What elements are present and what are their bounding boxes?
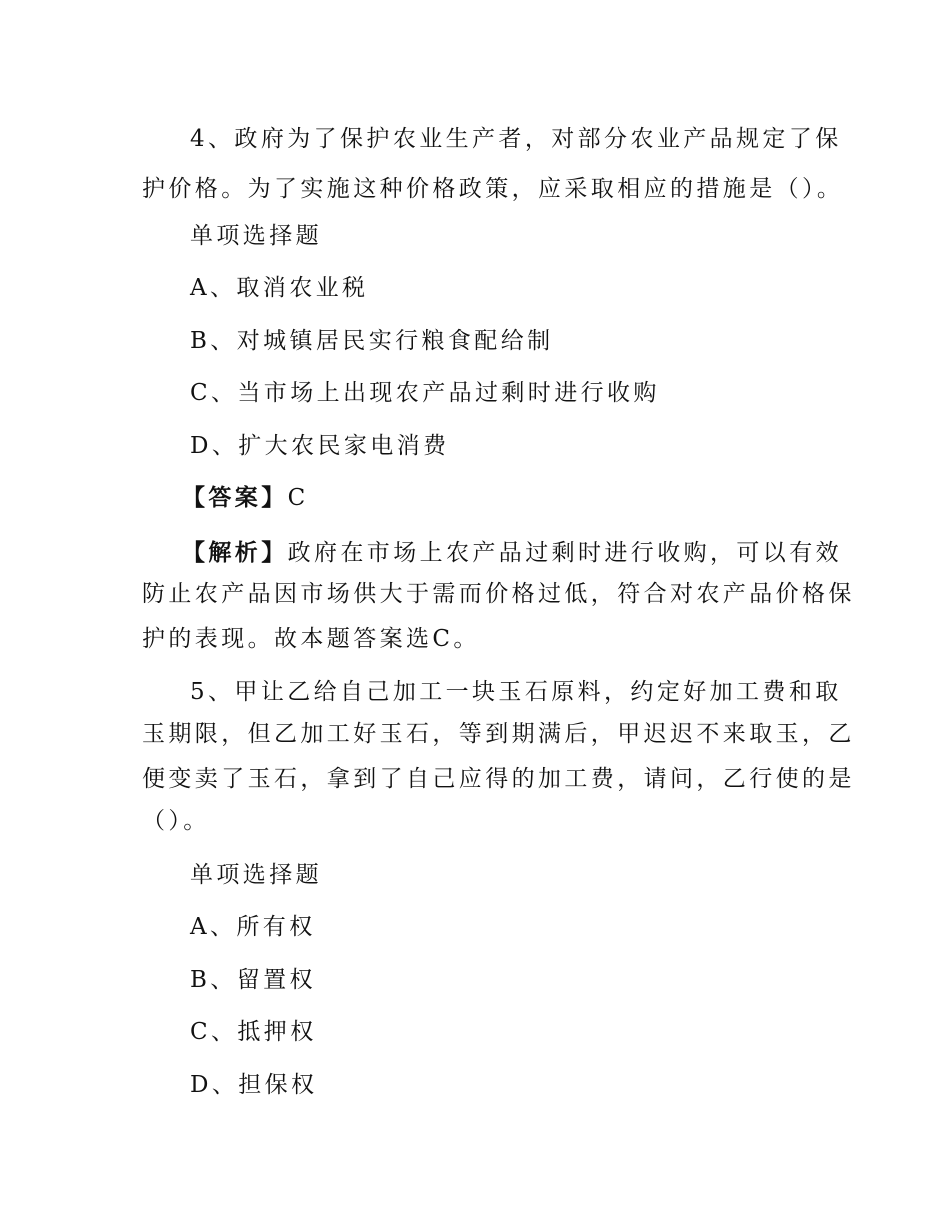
question-5-line-1: 5、甲让乙给自己加工一块玉石原料，约定好加工费和取 [190,679,842,705]
question-4-explanation-line-2: 防止农产品因市场供大于需而价格过低，符合对农产品价格保 [142,581,855,607]
question-5-type: 单项选择题 [190,862,322,888]
question-5-option-b: B、留置权 [190,967,316,993]
question-5-line-4: （）。 [142,808,210,834]
question-4-option-c: C、当市场上出现农产品过剩时进行收购 [190,380,660,406]
question-5-option-d: D、担保权 [190,1072,318,1098]
question-5-line-2: 玉期限，但乙加工好玉石，等到期满后，甲迟迟不来取玉，乙 [142,721,855,747]
question-4-type: 单项选择题 [190,223,322,249]
explanation-label: 【解析】 [182,539,288,566]
question-4-answer [182,483,309,513]
question-5-line-3: 便变卖了玉石，拿到了自己应得的加工费，请问，乙行使的是 [142,766,855,792]
question-4-line-2: 护价格。为了实施这种价格政策，应采取相应的措施是（）。 [142,176,844,202]
explanation-text-1: 政府在市场上农产品过剩时进行收购，可以有效 [287,540,843,566]
answer-label: 【答案】 [182,484,288,511]
question-4-explanation-line-3: 护的表现。故本题答案选C。 [142,626,480,652]
question-4-explanation-line-1 [182,538,842,568]
question-5-option-a: A、所有权 [190,914,316,940]
answer-value: C [287,485,309,511]
question-5-option-c: C、抵押权 [190,1019,317,1045]
question-4-option-a: A、取消农业税 [190,275,369,301]
question-4-option-b: B、对城镇居民实行粮食配给制 [190,328,554,354]
question-4-line-1: 4、政府为了保护农业生产者，对部分农业产品规定了保 [190,126,842,152]
question-4-option-d: D、扩大农民家电消费 [190,433,450,459]
